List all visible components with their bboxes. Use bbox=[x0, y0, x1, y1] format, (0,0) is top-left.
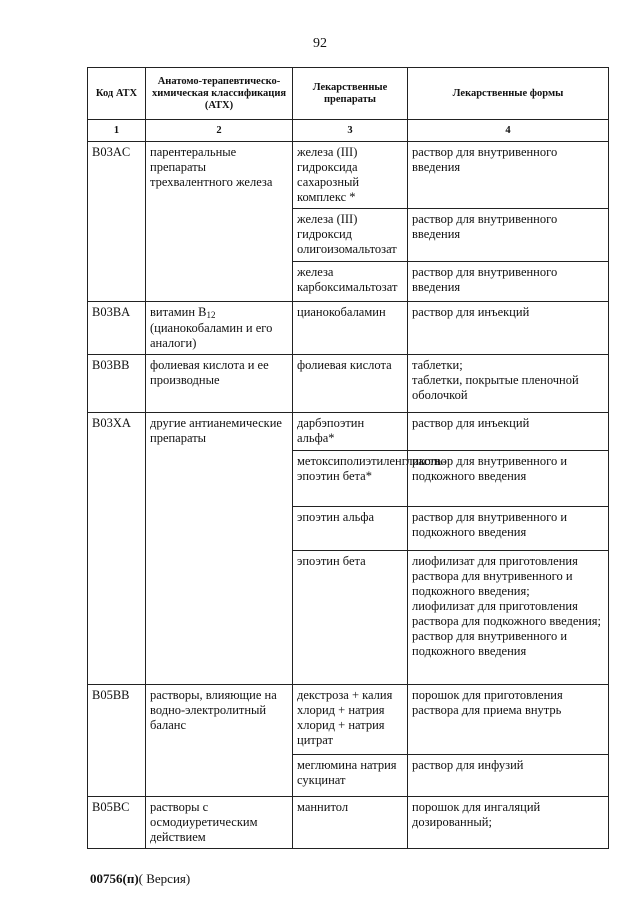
drug-name: железа (III) гидроксида сахарозный комплекс * bbox=[293, 142, 408, 209]
header-code: Код АТХ bbox=[88, 68, 146, 120]
header-drugs: Лекарственные препараты bbox=[293, 68, 408, 120]
drug-name: железа (III) гидроксид олигоизомальтозат bbox=[293, 209, 408, 262]
drug-form: раствор для внутривенного введения bbox=[408, 142, 609, 209]
form-line: таблетки; bbox=[412, 358, 463, 372]
table-row bbox=[88, 413, 609, 451]
column-number: 2 bbox=[146, 120, 293, 142]
header-classification: Анатомо-терапевтическо-химическая классификация (АТХ) bbox=[146, 68, 293, 120]
drug-form: раствор для внутривенного и подкожного введения bbox=[408, 451, 609, 507]
form-line: раствор для внутривенного и подкожного введения bbox=[412, 629, 568, 658]
table-row bbox=[88, 797, 609, 849]
drug-name: цианокобаламин bbox=[293, 302, 408, 355]
drug-name: декстроза + калия хлорид + натрия хлорид + натрия цитрат bbox=[293, 685, 408, 755]
page-number: 92 bbox=[313, 36, 327, 51]
drug-name: эпоэтин бета bbox=[293, 551, 408, 685]
drug-name: железа карбоксимальтозат bbox=[293, 262, 408, 302]
table-row bbox=[88, 685, 609, 755]
drug-form: раствор для инфузий bbox=[408, 755, 609, 797]
drug-name: меглюмина натрия сукцинат bbox=[293, 755, 408, 797]
drug-name: эпоэтин альфа bbox=[293, 507, 408, 551]
document-footer bbox=[90, 871, 190, 887]
drug-form: раствор для инъекций bbox=[408, 302, 609, 355]
drug-form bbox=[408, 355, 609, 413]
atx-code: B03BA bbox=[88, 302, 146, 355]
drug-form: раствор для внутривенного и подкожного введения bbox=[408, 507, 609, 551]
table-row bbox=[88, 355, 609, 413]
drug-form: раствор для внутривенного введения bbox=[408, 262, 609, 302]
form-line: лиофилизат для приготовления раствора для подкожного введения; bbox=[412, 599, 601, 628]
header-forms: Лекарственные формы bbox=[408, 68, 609, 120]
atx-code: B03XA bbox=[88, 413, 146, 685]
atx-table bbox=[87, 67, 609, 849]
atx-classification bbox=[146, 302, 293, 355]
atx-code: B05BB bbox=[88, 685, 146, 797]
column-number: 1 bbox=[88, 120, 146, 142]
atx-classification: фолиевая кислота и ее производные bbox=[146, 355, 293, 413]
table-row bbox=[88, 302, 609, 355]
atx-code: B03AC bbox=[88, 142, 146, 302]
form-line: таблетки, покрытые пленочной оболочкой bbox=[412, 373, 579, 402]
drug-form: порошок для ингаляций дозированный; bbox=[408, 797, 609, 849]
drug-form: порошок для приготовления раствора для приема внутрь bbox=[408, 685, 609, 755]
drug-name: дарбэпоэтин альфа* bbox=[293, 413, 408, 451]
atx-classification: парентеральные препараты трехвалентного железа bbox=[146, 142, 293, 302]
table-header-row bbox=[88, 68, 609, 120]
drug-form bbox=[408, 551, 609, 685]
drug-form: раствор для внутривенного введения bbox=[408, 209, 609, 262]
column-number-row bbox=[88, 120, 609, 142]
atx-classification: растворы с осмодиуретическим действием bbox=[146, 797, 293, 849]
atx-classification: другие антианемические препараты bbox=[146, 413, 293, 685]
table-row bbox=[88, 142, 609, 209]
form-line: лиофилизат для приготовления раствора для внутривенного и подкожного введения; bbox=[412, 554, 578, 598]
classification-text: (цианокобаламин и его аналоги) bbox=[150, 321, 273, 350]
atx-code: B03BB bbox=[88, 355, 146, 413]
drug-name: фолиевая кислота bbox=[293, 355, 408, 413]
version-label: ( Версия) bbox=[138, 871, 191, 886]
column-number: 3 bbox=[293, 120, 408, 142]
document-code: 00756(п) bbox=[90, 871, 139, 886]
drug-name: метоксиполиэтиленгликоль-эпоэтин бета* bbox=[293, 451, 408, 507]
drug-name: маннитол bbox=[293, 797, 408, 849]
atx-code: B05BC bbox=[88, 797, 146, 849]
classification-text: витамин B bbox=[150, 305, 207, 319]
column-number: 4 bbox=[408, 120, 609, 142]
drug-form: раствор для инъекций bbox=[408, 413, 609, 451]
subscript-number: 12 bbox=[206, 310, 216, 320]
atx-classification: растворы, влияющие на водно-электролитный баланс bbox=[146, 685, 293, 797]
